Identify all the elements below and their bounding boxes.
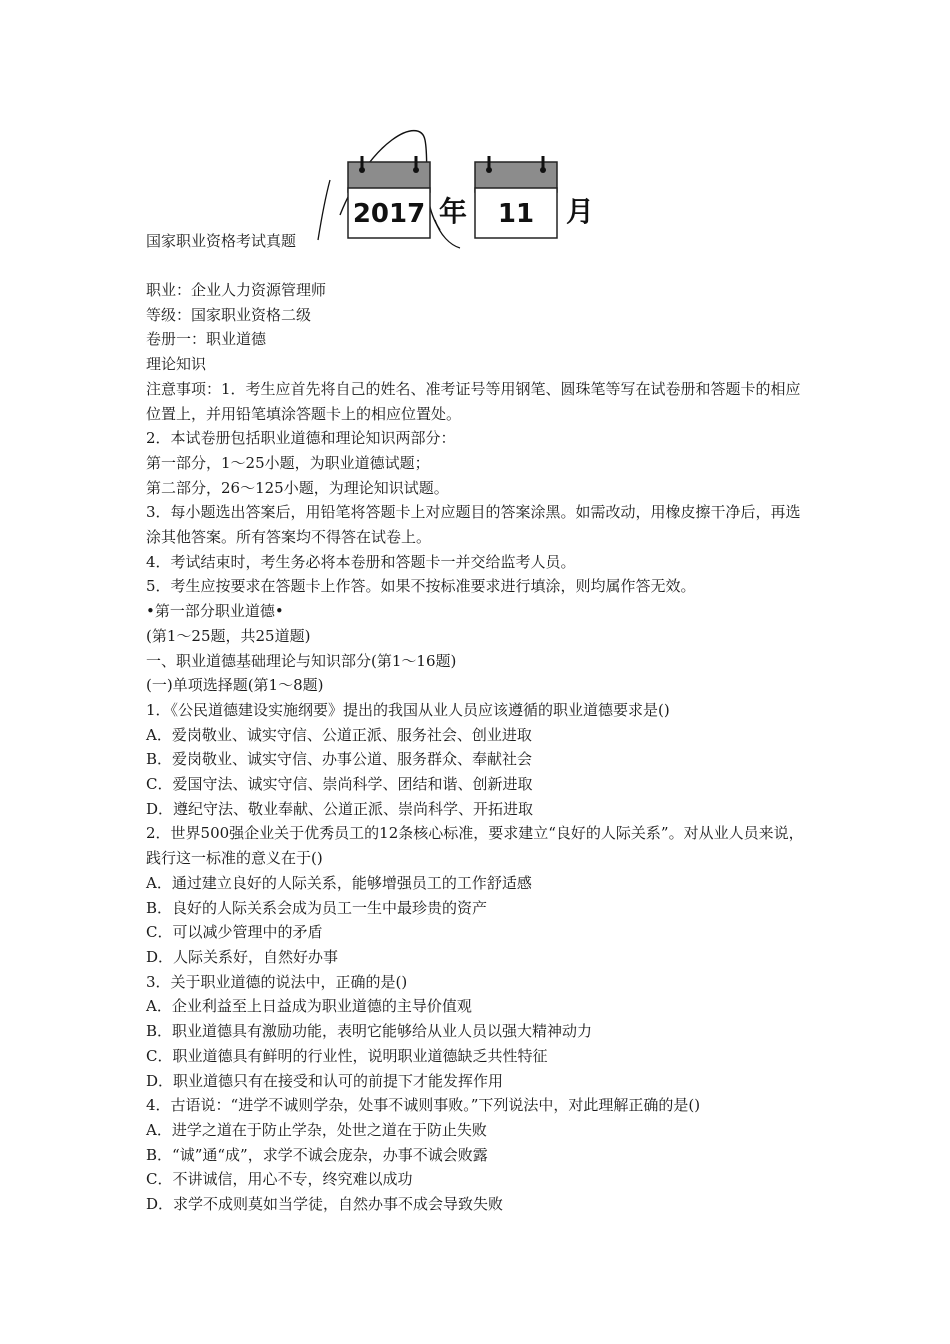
part-range: (第1～25题，共25道题): [146, 626, 311, 645]
year-text: 2017: [352, 199, 426, 229]
instruction-2: 2．本试卷册包括职业道德和理论知识两部分：: [146, 429, 456, 448]
question-4-option-a: A．进学之道在于防止学杂，处世之道在于防止失败: [146, 1120, 487, 1139]
question-4-option-c: C．不讲诚信，用心不专，终究难以成功: [146, 1170, 413, 1189]
question-4-option-d: D．求学不成则莫如当学徒，自然办事不成会导致失败: [146, 1195, 504, 1214]
level-line: 等级：国家职业资格二级: [146, 305, 312, 324]
document-title: 国家职业资格考试真题: [146, 232, 297, 250]
year-suffix-text: 年: [438, 195, 468, 228]
question-1-option-d: D．遵纪守法、敬业奉献、公道正派、崇尚科学、开拓进取: [146, 799, 534, 818]
part-heading: •第一部分职业道德•: [146, 602, 284, 621]
question-3-option-d: D．职业道德只有在接受和认可的前提下才能发挥作用: [146, 1071, 504, 1090]
instruction-3: 3．每小题选出答案后，用铅笔将答题卡上对应题目的答案涂黑。如需改动，用橡皮擦干净后，再选涂其他答案。所有答案均不得答在试卷上。: [146, 503, 801, 547]
question-4: 4．古语说：“进学不诚则学杂，处事不诚则事败。”下列说法中，对此理解正确的是(): [146, 1096, 701, 1115]
instruction-2-part2: 第二部分，26～125小题，为理论知识试题。: [146, 478, 449, 497]
instruction-5: 5．考生应按要求在答题卡上作答。如果不按标准要求进行填涂，则均属作答无效。: [146, 577, 696, 596]
question-2: 2．世界500强企业关于优秀员工的12条核心标准，要求建立“良好的人际关系”。对从业人员来说，践行这一标准的意义在于(): [146, 824, 804, 868]
question-3: 3．关于职业道德的说法中，正确的是(): [146, 972, 408, 991]
instruction-1: 注意事项：1．考生应首先将自己的姓名、准考证号等用钢笔、圆珠笔等写在试卷册和答题卡的相应位置上，并用铅笔填涂答题卡上的相应位置处。: [146, 379, 801, 423]
question-2-option-c: C．可以减少管理中的矛盾: [146, 923, 323, 942]
question-2-option-b: B．良好的人际关系会成为员工一生中最珍贵的资产: [146, 898, 488, 917]
document-body: [146, 278, 811, 1217]
instruction-2-part1: 第一部分，1～25小题，为职业道德试题；: [146, 453, 430, 472]
instruction-4: 4．考试结束时，考生务必将本卷册和答题卡一并交给监考人员。: [146, 552, 576, 571]
date-banner: [300, 120, 630, 250]
question-1-option-b: B．爱岗敬业、诚实守信、办事公道、服务群众、奉献社会: [146, 750, 533, 769]
occupation-line: 职业：企业人力资源管理师: [146, 281, 327, 299]
question-type-heading: (一)单项选择题(第1～8题): [146, 676, 324, 695]
question-1: 1．《公民道德建设实施纲要》提出的我国从业人员应该遵循的职业道德要求是(): [146, 700, 670, 719]
question-1-option-a: A．爱岗敬业、诚实守信、公道正派、服务社会、创业进取: [146, 725, 532, 744]
question-2-option-d: D．人际关系好，自然好办事: [146, 947, 339, 966]
month-suffix-text: 月: [565, 195, 595, 228]
question-3-option-b: B．职业道德具有激励功能，表明它能够给从业人员以强大精神动力: [146, 1022, 593, 1041]
volume-line: 卷册一：职业道德: [146, 330, 267, 349]
question-3-option-c: C．职业道德具有鲜明的行业性，说明职业道德缺乏共性特征: [146, 1046, 548, 1065]
subsection-heading: 一、职业道德基础理论与知识部分(第1～16题): [146, 651, 457, 670]
month-text: 11: [497, 199, 535, 229]
calendar-date-graphic: [300, 120, 630, 250]
question-3-option-a: A．企业利益至上日益成为职业道德的主导价值观: [146, 997, 472, 1016]
question-4-option-b: B．“诚”通“成”，求学不诚会庞杂，办事不诚会败露: [146, 1145, 488, 1164]
section-label: 理论知识: [146, 355, 207, 374]
question-2-option-a: A．通过建立良好的人际关系，能够增强员工的工作舒适感: [146, 873, 532, 892]
question-1-option-c: C．爱国守法、诚实守信、崇尚科学、团结和谐、创新进取: [146, 775, 533, 794]
